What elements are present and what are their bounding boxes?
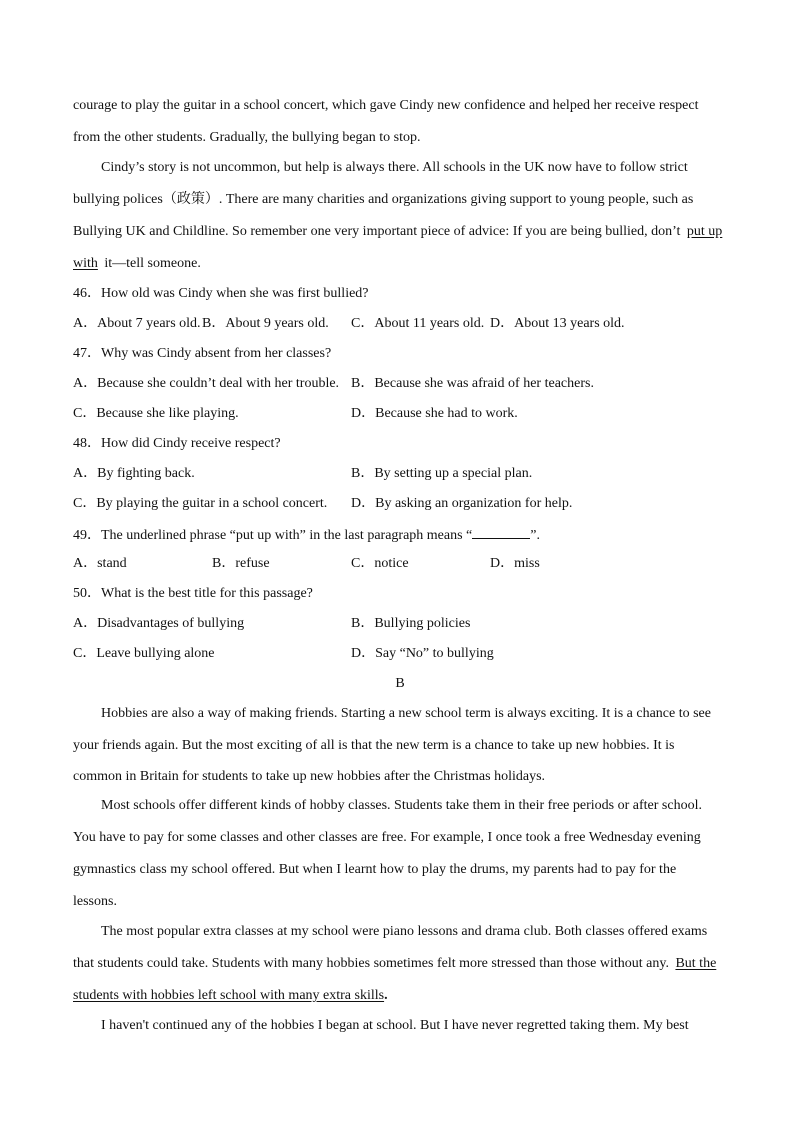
question-50-stem: 50．What is the best title for this passage? <box>73 586 313 601</box>
passage-line: gymnastics class my school offered. But when I learnt how to play the drums, my parents had to pay for the <box>73 862 677 877</box>
q49-option-c: C．notice <box>351 556 409 571</box>
q49-option-a: A．stand <box>73 556 127 571</box>
passage-line: Most schools offer different kinds of hobby classes. Students take them in their free periods or after school. <box>101 798 702 813</box>
passage-line: common in Britain for students to take up new hobbies after the Christmas holidays. <box>73 769 546 784</box>
section-heading: B <box>395 676 405 691</box>
question-49-text: 49．The underlined phrase “put up with” in the last paragraph means “ <box>73 528 473 543</box>
passage-line <box>73 956 716 972</box>
q48-option-a: A．By fighting back. <box>73 466 195 481</box>
passage-line: lessons. <box>73 894 117 909</box>
passage-line: The most popular extra classes at my school were piano lessons and drama club. Both classes offered exams <box>101 924 708 939</box>
q47-option-b: B．Because she was afraid of her teachers. <box>351 376 594 391</box>
passage-line <box>73 256 201 272</box>
sentence-period: . <box>384 988 388 1003</box>
q47-option-a: A．Because she couldn’t deal with her trouble. <box>73 376 340 391</box>
passage-line: Cindy’s story is not uncommon, but help is always there. All schools in the UK now have to follow strict <box>101 160 688 175</box>
q50-option-d: D．Say “No” to bullying <box>351 646 494 661</box>
q48-option-c: C．By playing the guitar in a school concert. <box>73 496 328 511</box>
q47-option-c: C．Because she like playing. <box>73 406 239 421</box>
q46-option-c: C．About 11 years old. <box>351 316 485 331</box>
underlined-phrase: put up <box>686 224 723 239</box>
underlined-sentence: But the <box>675 956 717 971</box>
passage-line: from the other students. Gradually, the bullying began to stop. <box>73 130 421 145</box>
q48-option-d: D．By asking an organization for help. <box>351 496 573 511</box>
underlined-phrase: with <box>73 256 98 271</box>
q50-option-b: B．Bullying policies <box>351 616 471 631</box>
passage-line <box>73 988 388 1004</box>
underlined-sentence: students with hobbies left school with many extra skills <box>73 988 385 1003</box>
passage-line: Hobbies are also a way of making friends. Starting a new school term is always exciting. It is a chance to see <box>101 706 711 721</box>
q46-option-d: D．About 13 years old. <box>490 316 625 331</box>
passage-line: I haven't continued any of the hobbies I began at school. But I have never regretted taking them. My best <box>101 1018 689 1033</box>
q46-option-a: A．About 7 years old. <box>73 316 201 331</box>
passage-text: it—tell someone. <box>104 256 201 271</box>
q50-option-c: C．Leave bullying alone <box>73 646 215 661</box>
passage-line <box>73 224 722 240</box>
passage-line: courage to play the guitar in a school concert, which gave Cindy new confidence and helped her receive respect <box>73 98 699 113</box>
q48-option-b: B．By setting up a special plan. <box>351 466 533 481</box>
question-47-stem: 47．Why was Cindy absent from her classes? <box>73 346 332 361</box>
q49-option-d: D．miss <box>490 556 540 571</box>
question-46-stem: 46．How old was Cindy when she was first bullied? <box>73 286 369 301</box>
passage-text: that students could take. Students with many hobbies sometimes felt more stressed than those without any. <box>73 956 669 971</box>
question-49-stem <box>73 526 540 544</box>
passage-line: You have to pay for some classes and other classes are free. For example, I once took a free Wednesday evening <box>73 830 701 845</box>
passage-line: bullying polices（政策）. There are many charities and organizations giving support to young people, such as <box>73 192 694 207</box>
q49-option-b: B．refuse <box>212 556 270 571</box>
question-48-stem: 48．How did Cindy receive respect? <box>73 436 281 451</box>
q47-option-d: D．Because she had to work. <box>351 406 518 421</box>
passage-text: Bullying UK and Childline. So remember one very important piece of advice: If you are being bullied, don’t <box>73 224 681 239</box>
passage-line: your friends again. But the most exciting of all is that the new term is a chance to take up new hobbies. It is <box>73 738 675 753</box>
question-49-text-end: ”. <box>530 528 540 543</box>
q46-option-b: B．About 9 years old. <box>202 316 329 331</box>
q50-option-a: A．Disadvantages of bullying <box>73 616 245 631</box>
answer-blank <box>472 526 530 539</box>
